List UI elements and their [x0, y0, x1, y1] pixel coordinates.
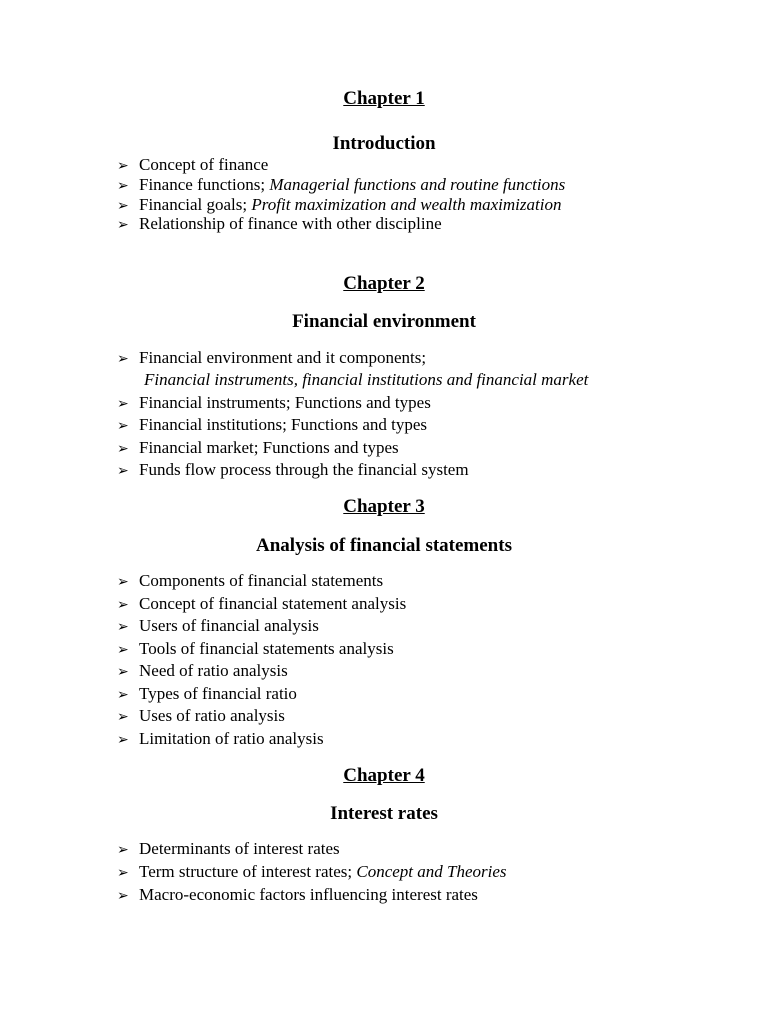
- list-item: ➢ Finance functions; Managerial functions and routine functions: [117, 175, 566, 194]
- arrowhead-bullet-icon: ➢: [117, 418, 129, 434]
- list-item: ➢ Financial environment and it components;: [117, 348, 427, 367]
- chapter-3-title: Analysis of financial statements: [256, 535, 512, 556]
- arrowhead-bullet-icon: ➢: [117, 574, 129, 590]
- list-item: ➢ Funds flow process through the financial system: [117, 460, 469, 479]
- chapter-1-title: Introduction: [332, 133, 436, 154]
- arrowhead-bullet-icon: ➢: [117, 217, 129, 233]
- arrowhead-bullet-icon: ➢: [117, 396, 129, 412]
- list-item: ➢ Limitation of ratio analysis: [117, 729, 324, 748]
- list-item: ➢ Need of ratio analysis: [117, 661, 288, 680]
- arrowhead-bullet-icon: ➢: [117, 865, 129, 881]
- list-item: ➢ Tools of financial statements analysis: [117, 639, 394, 658]
- list-item: ➢ Components of financial statements: [117, 571, 384, 590]
- chapter-2-heading: Chapter 2: [343, 273, 425, 294]
- arrowhead-bullet-icon: ➢: [117, 842, 129, 858]
- list-item-subline: Financial instruments, financial institutions and financial market: [144, 370, 589, 389]
- list-item: ➢ Financial goals; Profit maximization and wealth maximization: [117, 195, 562, 214]
- arrowhead-bullet-icon: ➢: [117, 732, 129, 748]
- arrowhead-bullet-icon: ➢: [117, 619, 129, 635]
- chapter-2-title: Financial environment: [292, 311, 476, 332]
- arrowhead-bullet-icon: ➢: [117, 664, 129, 680]
- list-item: ➢ Macro-economic factors influencing interest rates: [117, 885, 478, 904]
- list-item: ➢ Concept of finance: [117, 155, 269, 174]
- list-item: ➢ Financial institutions; Functions and types: [117, 415, 428, 434]
- arrowhead-bullet-icon: ➢: [117, 198, 129, 214]
- arrowhead-bullet-icon: ➢: [117, 351, 129, 367]
- chapter-4-heading: Chapter 4: [343, 765, 425, 786]
- list-item: ➢ Relationship of finance with other discipline: [117, 214, 442, 233]
- list-item: ➢ Users of financial analysis: [117, 616, 319, 635]
- arrowhead-bullet-icon: ➢: [117, 463, 129, 479]
- arrowhead-bullet-icon: ➢: [117, 888, 129, 904]
- arrowhead-bullet-icon: ➢: [117, 687, 129, 703]
- list-item: ➢ Term structure of interest rates; Concept and Theories: [117, 862, 507, 881]
- chapter-4-title: Interest rates: [330, 803, 438, 824]
- arrowhead-bullet-icon: ➢: [117, 709, 129, 725]
- list-item: ➢ Concept of financial statement analysis: [117, 594, 407, 613]
- chapter-1-heading: Chapter 1: [343, 88, 425, 109]
- list-item: ➢ Determinants of interest rates: [117, 839, 340, 858]
- arrowhead-bullet-icon: ➢: [117, 178, 129, 194]
- chapter-3-heading: Chapter 3: [343, 496, 425, 517]
- arrowhead-bullet-icon: ➢: [117, 597, 129, 613]
- arrowhead-bullet-icon: ➢: [117, 642, 129, 658]
- arrowhead-bullet-icon: ➢: [117, 441, 129, 457]
- list-item: ➢ Types of financial ratio: [117, 684, 297, 703]
- list-item: ➢ Financial market; Functions and types: [117, 438, 399, 457]
- arrowhead-bullet-icon: ➢: [117, 158, 129, 174]
- list-item: ➢ Uses of ratio analysis: [117, 706, 285, 725]
- list-item: ➢ Financial instruments; Functions and types: [117, 393, 431, 412]
